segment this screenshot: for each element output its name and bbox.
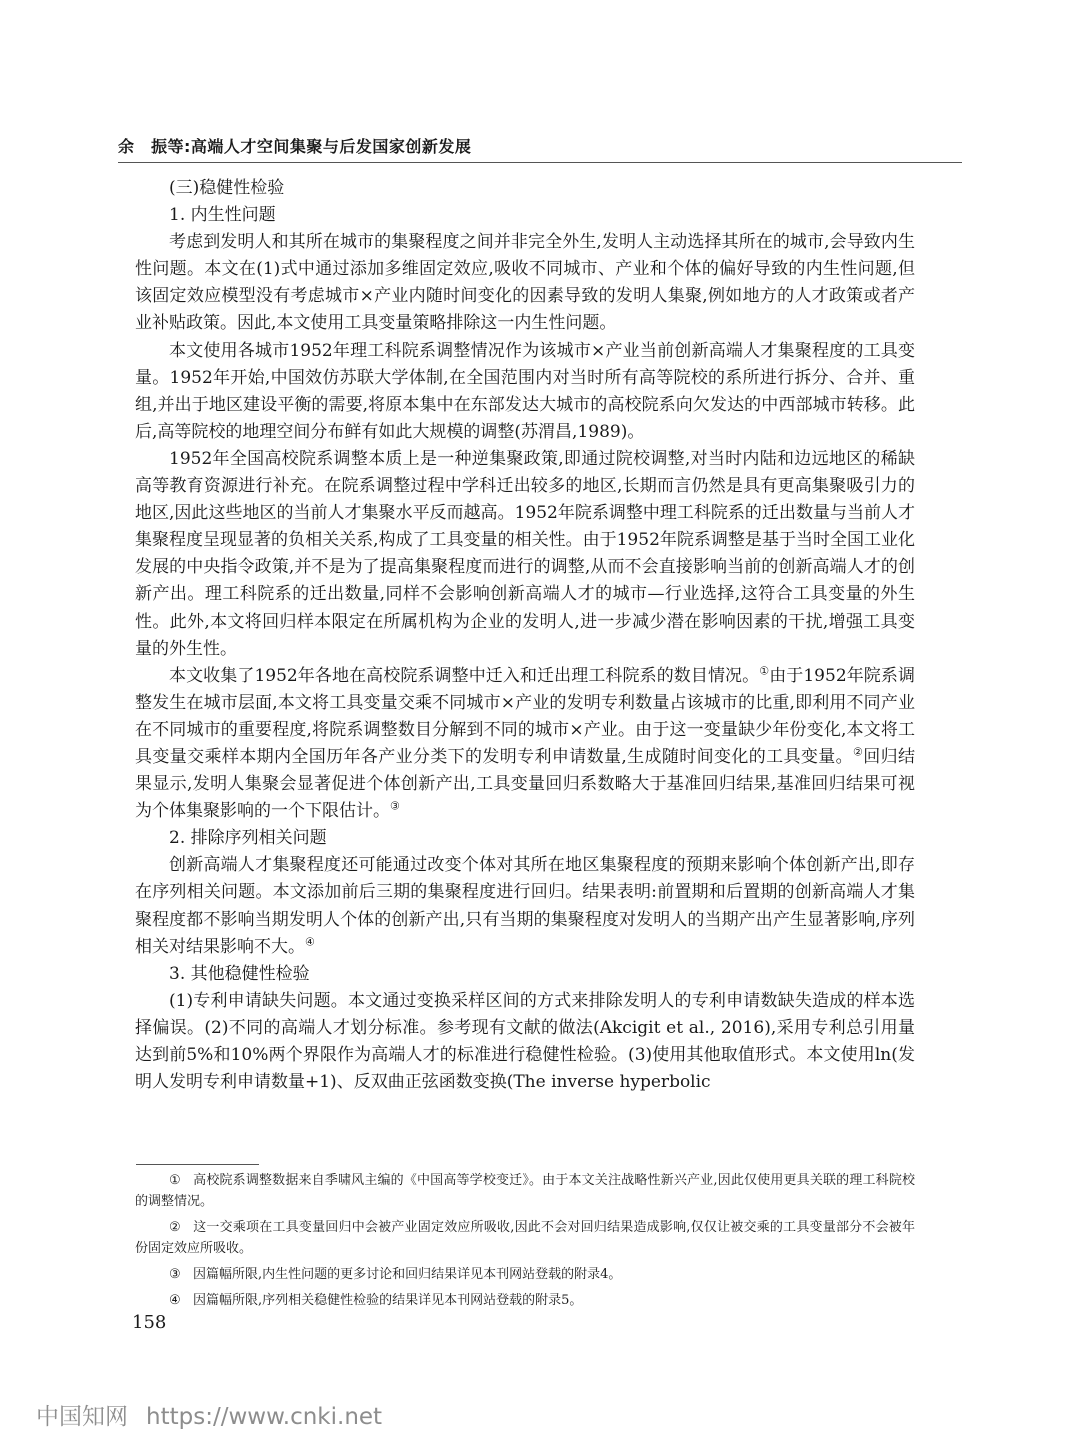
footnote-ref-2[interactable]: ② xyxy=(853,745,864,759)
footnote-mark: ④ xyxy=(169,1293,181,1308)
paragraph: 1952年全国高校院系调整本质上是一种逆集聚政策,即通过院校调整,对当时内陆和边远地区的稀缺高等教育资源进行补充。在院系调整过程中学科迁出较多的地区,长期而言仍然是具有更高集聚吸引力的地区,因此这些地区的当前人才集聚水平反而越高。1952年院系调整中理工科院系的迁出数量与当前人才集聚程度呈现显著的负相关关系,构成了工具变量的相关性。由于1952年院系调整是基于当时全国工业化发展的中央指令政策,并不是为了提高集聚程度而进行的调整,从而不会直接影响当前的创新高端人才的创新产出。理工科院系的迁出数量,同样不会影响创新高端人才的城市—行业选择,这符合工具变量的外生性。此外,本文将回归样本限定在所属机构为企业的发明人,进一步减少潜在影响因素的干扰,增强工具变量的外生性。 xyxy=(135,448,915,659)
section-heading: (三)稳健性检验 xyxy=(169,178,285,198)
footnotes xyxy=(135,1170,915,1316)
subsection-heading-other-robustness: 3. 其他稳健性检验 xyxy=(169,963,310,984)
watermark-url[interactable]: https://www.cnki.net xyxy=(146,1404,383,1430)
footnote-mark: ① xyxy=(169,1173,181,1188)
footnote-2 xyxy=(135,1217,915,1259)
footnote-1 xyxy=(135,1170,915,1212)
footnote-ref-3[interactable]: ③ xyxy=(390,799,400,813)
page-number: 158 xyxy=(132,1312,167,1333)
footnote-rule xyxy=(136,1164,259,1165)
footnote-ref-4[interactable]: ④ xyxy=(305,934,315,948)
footnote-text: 因篇幅所限,序列相关稳健性检验的结果详见本刊网站登载的附录5。 xyxy=(193,1293,583,1308)
paragraph xyxy=(135,852,915,960)
footnote-4 xyxy=(135,1290,915,1311)
header-rule xyxy=(118,162,962,163)
paragraph xyxy=(135,663,915,826)
footnote-text: 高校院系调整数据来自季啸风主编的《中国高等学校变迁》。由于本文关注战略性新兴产业,因此仅使用更具关联的理工科院校的调整情况。 xyxy=(135,1173,915,1209)
footnote-mark: ② xyxy=(169,1220,181,1235)
body-text xyxy=(135,175,915,1096)
paragraph: 本文使用各城市1952年理工科院系调整情况作为该城市×产业当前创新高端人才集聚程度的工具变量。1952年开始,中国效仿苏联大学体制,在全国范围内对当时所有高等院校的系所进行拆分、合并、重组,并出于地区建设平衡的需要,将原本集中在东部发达大城市的高校院系向欠发达的中西部城市转移。此后,高等院校的地理空间分布鲜有如此大规模的调整(苏渭昌,1989)。 xyxy=(135,340,915,442)
footnote-mark: ③ xyxy=(169,1267,181,1282)
paragraph: (1)专利申请缺失问题。本文通过变换采样区间的方式来排除发明人的专利申请数缺失造成的样本选择偏误。(2)不同的高端人才划分标准。参考现有文献的做法(Akcigit et al., 2016),采用专利总引用量达到前5%和10%两个界限作为高端人才的标准进行稳健性检验。(3)使用其他取值形式。本文使用ln(发明人发明专利申请数量+1)、反双曲正弦函数变换(The inverse hyperbolic xyxy=(135,990,915,1093)
running-header: 余 振等:高端人才空间集聚与后发国家创新发展 xyxy=(118,137,472,156)
paragraph-text: 本文收集了1952年各地在高校院系调整中迁入和迁出理工科院系的数目情况。 xyxy=(169,665,760,686)
footnote-ref-1[interactable]: ① xyxy=(759,664,770,678)
footnote-text: 因篇幅所限,内生性问题的更多讨论和回归结果详见本刊网站登载的附录4。 xyxy=(193,1267,622,1282)
paragraph-text: 由于1952年院系调整发生在城市层面,本文将工具变量交乘不同城市×产业的发明专利数量占该城市的比重,即利用不同产业在不同城市的重要程度,将院系调整数目分解到不同的城市×产业。由于这一变量缺少年份变化,本文将工具变量交乘样本期内全国历年各产业分类下的发明专利申请数量,生成随时间变化的工具变量。 xyxy=(135,665,915,767)
subsection-heading-serial-correlation: 2. 排除序列相关问题 xyxy=(169,828,327,849)
paragraph: 考虑到发明人和其所在城市的集聚程度之间并非完全外生,发明人主动选择其所在的城市,会导致内生性问题。本文在(1)式中通过添加多维固定效应,吸收不同城市、产业和个体的偏好导致的内生性问题,但该固定效应模型没有考虑城市×产业内随时间变化的因素导致的发明人集聚,例如地方的人才政策或者产业补贴政策。因此,本文使用工具变量策略排除这一内生性问题。 xyxy=(135,232,915,334)
footnote-text: 这一交乘项在工具变量回归中会被产业固定效应所吸收,因此不会对回归结果造成影响,仅仅让被交乘的工具变量部分不会被年份固定效应所吸收。 xyxy=(135,1220,915,1256)
subsection-heading-endogeneity: 1. 内生性问题 xyxy=(169,205,276,226)
watermark-brand: 中国知网 xyxy=(36,1404,128,1430)
watermark xyxy=(36,1398,382,1431)
paragraph-text: 创新高端人才集聚程度还可能通过改变个体对其所在地区集聚程度的预期来影响个体创新产出,即存在序列相关问题。本文添加前后三期的集聚程度进行回归。结果表明:前置期和后置期的创新高端人才集聚程度都不影响当期发明人个体的创新产出,只有当期的集聚程度对发明人的当期产出产生显著影响,序列相关对结果影响不大。 xyxy=(135,855,915,957)
footnote-3 xyxy=(135,1264,915,1285)
paragraph-text: 回归结果显示,发明人集聚会显著促进个体创新产出,工具变量回归系数略大于基准回归结果,基准回归结果可视为个体集聚影响的一个下限估计。 xyxy=(135,746,915,822)
